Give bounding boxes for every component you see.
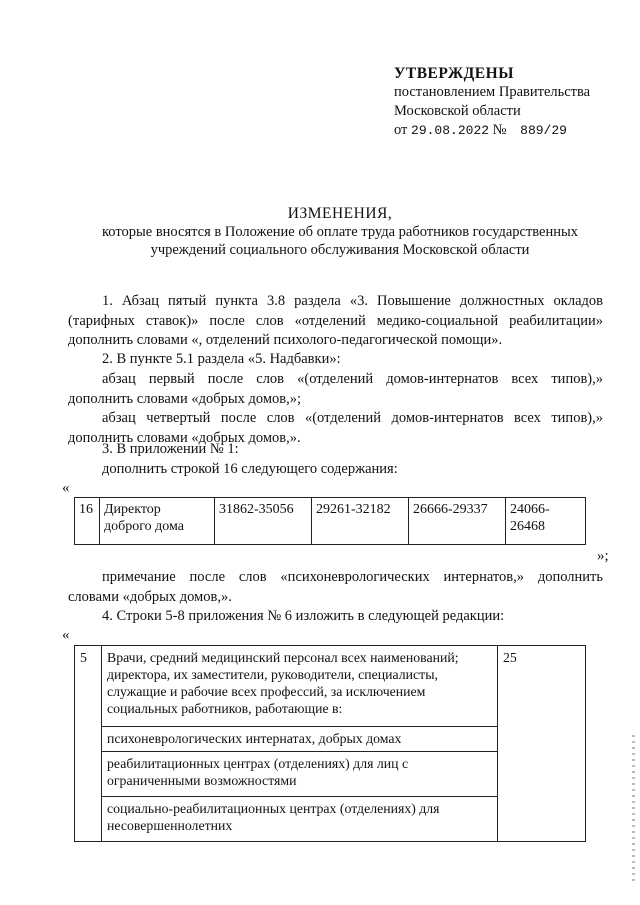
approval-number-sign: № [492, 122, 507, 138]
table2-subrow-3: социально-реабилитационных центрах (отделениях) для несовершеннолетних [102, 797, 498, 842]
table1-value-2: 29261-32182 [312, 498, 409, 545]
scan-edge-mark [632, 735, 635, 885]
paragraph-2: 2. В пункте 5.1 раздела «5. Надбавки»: [102, 351, 341, 367]
approval-date-line [394, 121, 634, 140]
table-row [75, 646, 586, 727]
paragraph-7: примечание после слов «психоневрологических интернатов,» дополнить словами «добрых домов,». [68, 569, 603, 605]
approval-line-1: постановлением Правительства [394, 84, 591, 100]
table1-position: Директор доброго дома [100, 498, 215, 545]
paragraph-4: абзац четвертый после слов «(отделений домов-интернатов всех типов),» дополнить словами «добрых домов,». [68, 410, 603, 446]
table-appendix-1-row-16 [74, 497, 586, 545]
table1-row-number: 16 [75, 498, 100, 545]
approval-number: 889/29 [520, 123, 567, 138]
approval-stamp [394, 64, 634, 140]
document-subtitle-line-2: учреждений социального обслуживания Московской области [150, 242, 530, 258]
table2-value: 25 [498, 646, 586, 842]
paragraph-3: абзац первый после слов «(отделений домов-интернатов всех типов),» дополнить словами «добрых домов,»; [68, 371, 603, 407]
table-row [75, 498, 586, 545]
approval-line-2: Московской области [394, 103, 521, 119]
table1-value-1: 31862-35056 [215, 498, 312, 545]
document-subtitle-line-1: которые вносятся в Положение об оплате труда работников государственных [102, 224, 578, 240]
quote-open-2: « [62, 627, 70, 643]
quote-open-1: « [62, 480, 70, 496]
table2-subrow-2: реабилитационных центрах (отделениях) для лиц с ограниченными возможностями [102, 752, 498, 797]
document-heading [60, 205, 620, 259]
paragraph-5: 3. В приложении № 1: [102, 441, 239, 457]
approval-date-prefix: от [394, 122, 408, 138]
table1-value-4: 24066-26468 [506, 498, 586, 545]
approval-title: УТВЕРЖДЕНЫ [394, 65, 514, 82]
paragraph-8: 4. Строки 5-8 приложения № 6 изложить в следующей редакции: [102, 608, 505, 624]
table2-row-number: 5 [75, 646, 102, 842]
paragraph-6: дополнить строкой 16 следующего содержания: [102, 461, 398, 477]
table1-value-3: 26666-29337 [409, 498, 506, 545]
paragraph-1: 1. Абзац пятый пункта 3.8 раздела «3. Повышение должностных окладов (тарифных ставок)» после слов «отделений медико-социальной реабилитации» дополнить словами «, отделений психолого-педагогической помощи». [68, 293, 603, 348]
table2-subrow-1: психоневрологических интернатах, добрых домах [102, 727, 498, 752]
document-title: ИЗМЕНЕНИЯ, [287, 205, 393, 222]
approval-date: 29.08.2022 [411, 123, 490, 138]
table-appendix-6-rows [74, 645, 586, 842]
quote-close-1: »; [597, 548, 609, 564]
table2-main-text: Врачи, средний медицинский персонал всех наименований; директора, их заместители, руководители, специалисты, служащие и рабочие всех профессий, за исключением социальных работников, работающие в: [102, 646, 498, 727]
